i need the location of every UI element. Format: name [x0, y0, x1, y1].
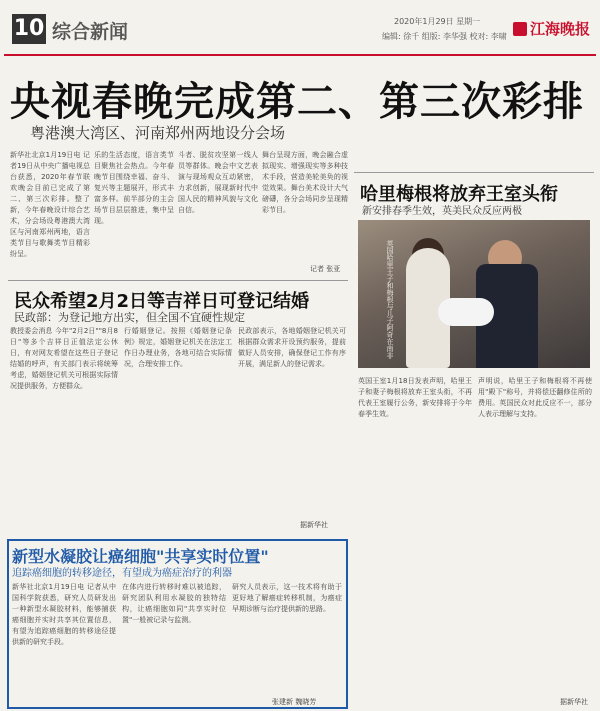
story3-column-3: 研究人员表示，这一技术将有助于更好地了解癌症转移机制，为癌症早期诊断与治疗提供新的思路。	[232, 583, 342, 613]
story3-column-2: 在体内进行转移时难以被追踪，研究团队利用水凝胶的独特结构，让癌细胞如同"共享实时位置"一般被记录与监测。	[122, 583, 226, 624]
page-header	[4, 4, 596, 56]
brand-name: 江海晚报	[529, 20, 590, 38]
story4-byline: 据新华社	[560, 698, 588, 706]
lead-column-3: 斗者、脱贫攻坚第一线人员等群体。晚会中文艺表演与现场观众互动紧密，力求创新，展现新时代中国人民的精神风貌与文化自信。	[178, 151, 258, 214]
story2-column-1: 教授委会消息 今年"2月2日""8月8日"等多个吉祥日正值法定公休日，有对网友希望在这些日子登记结婚的呼声，有关部门表示将统筹考虑，婚姻登记机关可根据实际情况提供服务，方便群众。	[10, 327, 118, 390]
divider	[8, 280, 348, 281]
story2-subhead: 民政部：为登记地方出实，但全国不宜硬性规定	[14, 311, 245, 324]
date-line: 2020年1月29日 星期一	[394, 17, 481, 26]
section-title: 综合新闻	[52, 21, 129, 43]
story4-column-2: 声明说，哈里王子和梅根将不再使用"殿下"称号，并将偿还翻修住所的费用。英国民众对此反应不一，部分人表示理解与支持。	[478, 377, 592, 418]
lead-headline: 央视春晚完成第二、第三次彩排	[10, 78, 584, 125]
story2-headline: 民众希望2月2日等吉祥日可登记结婚	[14, 291, 310, 312]
story2-column-2: 行婚姻登记。按照《婚姻登记条例》规定，婚姻登记机关在法定工作日办理业务，各地可结合实际情况，合理安排工作。	[124, 327, 232, 368]
brand-logo	[513, 18, 590, 39]
story3-column-1: 新华社北京1月19日电 记者从中国科学院获悉，研究人员研发出一种新型水凝胶材料，能够捕获癌细胞并实时共享其位置信息，有望为追踪癌细胞的转移途径提供新的研究手段。	[12, 583, 116, 646]
story2-byline: 据新华社	[300, 521, 328, 529]
lead-byline: 记者 张亚	[310, 265, 341, 273]
story3-subhead: 追踪癌细胞的转移途径，有望成为癌症治疗的利器	[12, 568, 232, 579]
story4-column-1: 英国王室1月18日发表声明，哈里王子和妻子梅根将放弃王室头衔，不再代表王室履行公务，新安排将于今年春季生效。	[358, 377, 472, 418]
photo-caption: 英国哈里王子和梅根与儿子阿奇在南非	[386, 240, 394, 359]
royal-family-photo	[358, 220, 590, 368]
story2-column-3: 民政部表示，各地婚姻登记机关可根据群众需求开设预约服务，提前做好人员安排，确保登记工作有序开展，满足新人的登记需求。	[238, 327, 346, 368]
divider	[354, 172, 594, 173]
story4-headline: 哈里梅根将放弃王室头衔	[360, 184, 558, 205]
page-number: 10	[12, 14, 46, 44]
lead-column-2: 乐的生活态度，语言类节目聚焦社会热点。今年春晚节目围绕幸福、奋斗、复兴等主题展开，形式丰富多样。前半部分的主会场节目层层推进，集中呈现。	[94, 151, 174, 225]
story3-byline: 张建新 魏晓芳	[272, 698, 317, 706]
lead-column-4: 舞台呈现方面，晚会融合虚拟现实、增强现实等多种技术手段，营造美轮美奂的视觉效果。舞台美术设计大气磅礴，各分会场同步呈现精彩节目。	[262, 151, 348, 214]
lead-column-1: 新华社北京1月19日电 记者19日从中央广播电视总台获悉，2020年春节联欢晚会目前已完成了第二、第三次彩排。整了新，今年春晚设计综合艺术，分会场设粤港澳大湾区与河南郑州两地，语言类节目与歌舞类节目精彩纷呈。	[10, 151, 90, 258]
story4-subhead: 新安排春季生效，英美民众反应两极	[362, 206, 522, 217]
brand-mark-icon	[513, 22, 527, 36]
editor-line: 编辑: 徐千 组版: 李华强 校对: 李啸	[382, 32, 507, 41]
lead-subhead: 粤港澳大湾区、河南郑州两地设分会场	[30, 124, 286, 142]
story3-headline: 新型水凝胶让癌细胞"共享实时位置"	[12, 547, 269, 566]
